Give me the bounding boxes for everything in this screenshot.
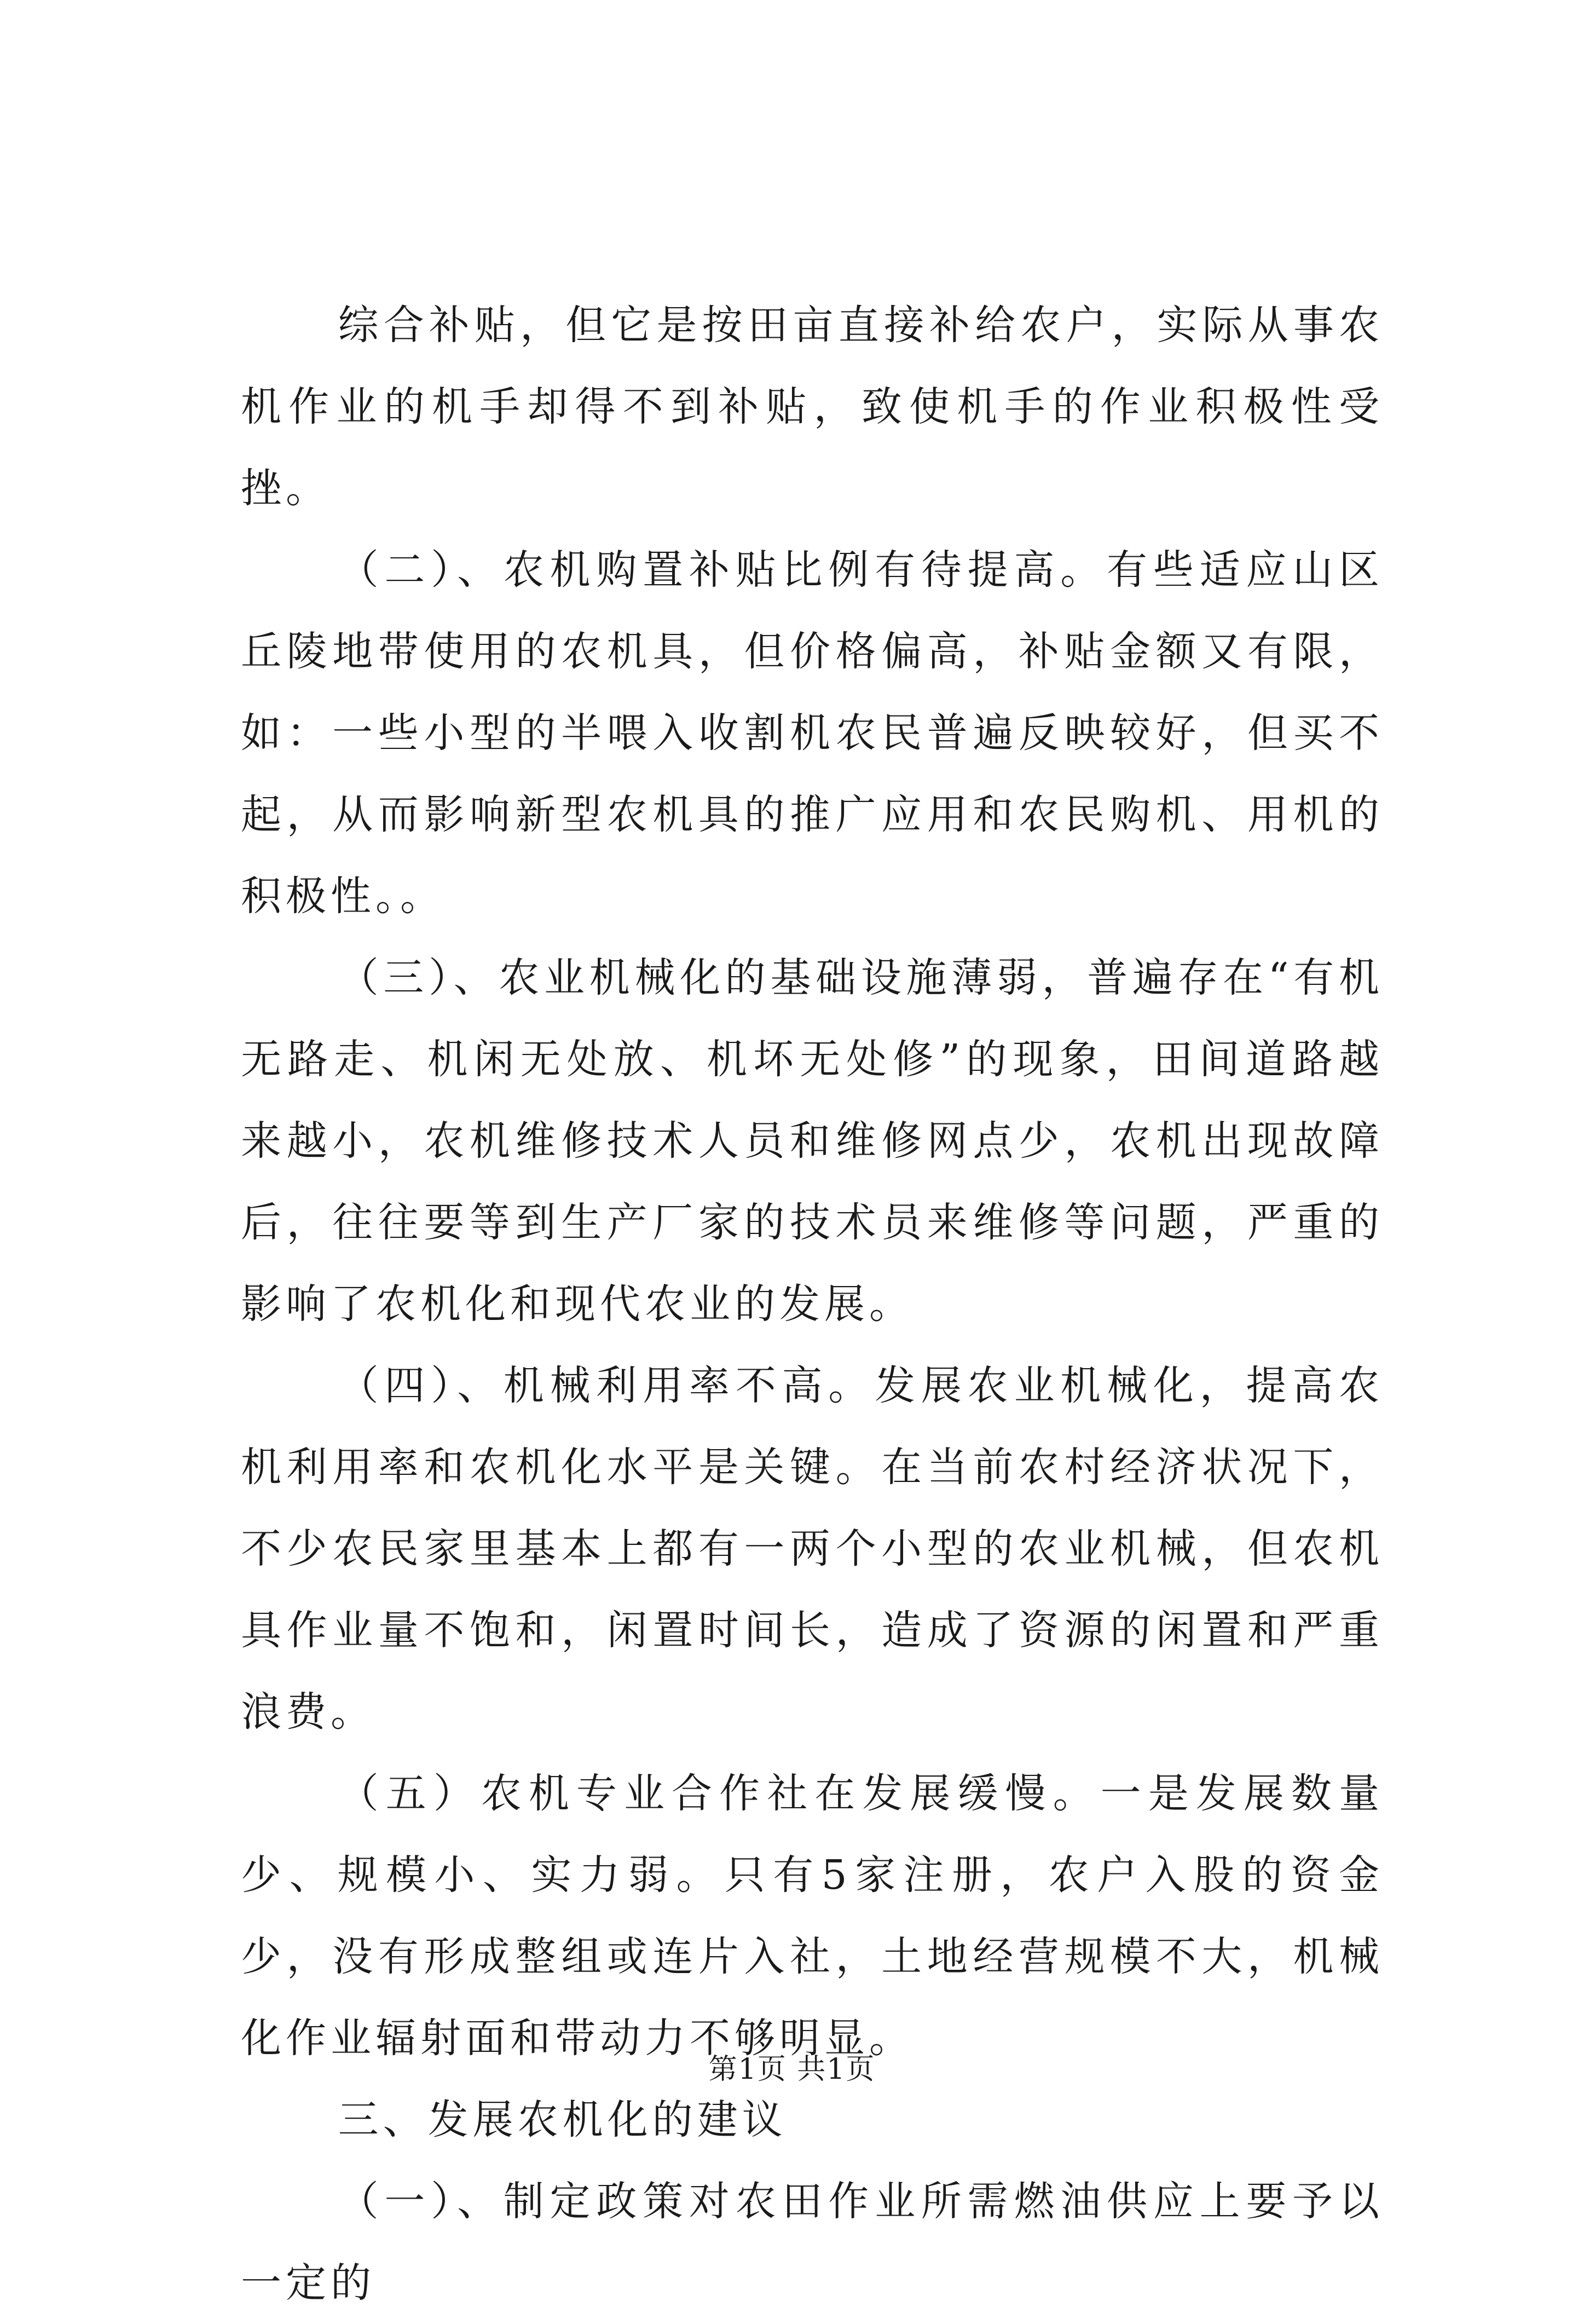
paragraph-purchase-subsidy: （二）、农机购置补贴比例有待提高。有些适应山区丘陵地带使用的农机具，但价格偏高，补贴金额又有限，如：一些小型的半喂入收割机农民普遍反映较好，但买不起，从而影响新型农机具的推广应用和农民购机、用机的积极性。。	[241, 546, 1384, 920]
paragraph-cooperatives: （五）农机专业合作社在发展缓慢。一是发展数量少、规模小、实力弱。只有5家注册，农户入股的资金少，没有形成整组或连片入社，土地经营规模不大，机械化作业辐射面和带动力不够明显。	[241, 1770, 1384, 2062]
paragraph-utilization: （四）、机械利用率不高。发展农业机械化，提高农机利用率和农机化水平是关键。在当前农村经济状况下，不少农民家里基本上都有一两个小型的农业机械，但农机具作业量不饱和，闲置时间长，造成了资源的闲置和严重浪费。	[241, 1362, 1384, 1735]
paragraph-subsidy-continued: 综合补贴，但它是按田亩直接补给农户，实际从事农机作业的机手却得不到补贴，致使机手的作业积极性受挫。	[241, 302, 1384, 512]
page-footer: 第1页 共1页	[708, 2053, 876, 2086]
paragraph-infrastructure: （三）、农业机械化的基础设施薄弱，普遍存在“有机无路走、机闲无处放、机坏无处修”的现象，田间道路越来越小，农机维修技术人员和维修网点少，农机出现故障后，往往要等到生产厂家的技术员来维修等问题，严重的影响了农机化和现代农业的发展。	[241, 954, 1384, 1328]
section-heading-suggestions: 三、发展农机化的建议	[338, 2096, 787, 2143]
document-body	[241, 285, 1384, 2324]
paragraph-fuel-policy: （一）、制定政策对农田作业所需燃油供应上要予以一定的	[241, 2178, 1384, 2306]
